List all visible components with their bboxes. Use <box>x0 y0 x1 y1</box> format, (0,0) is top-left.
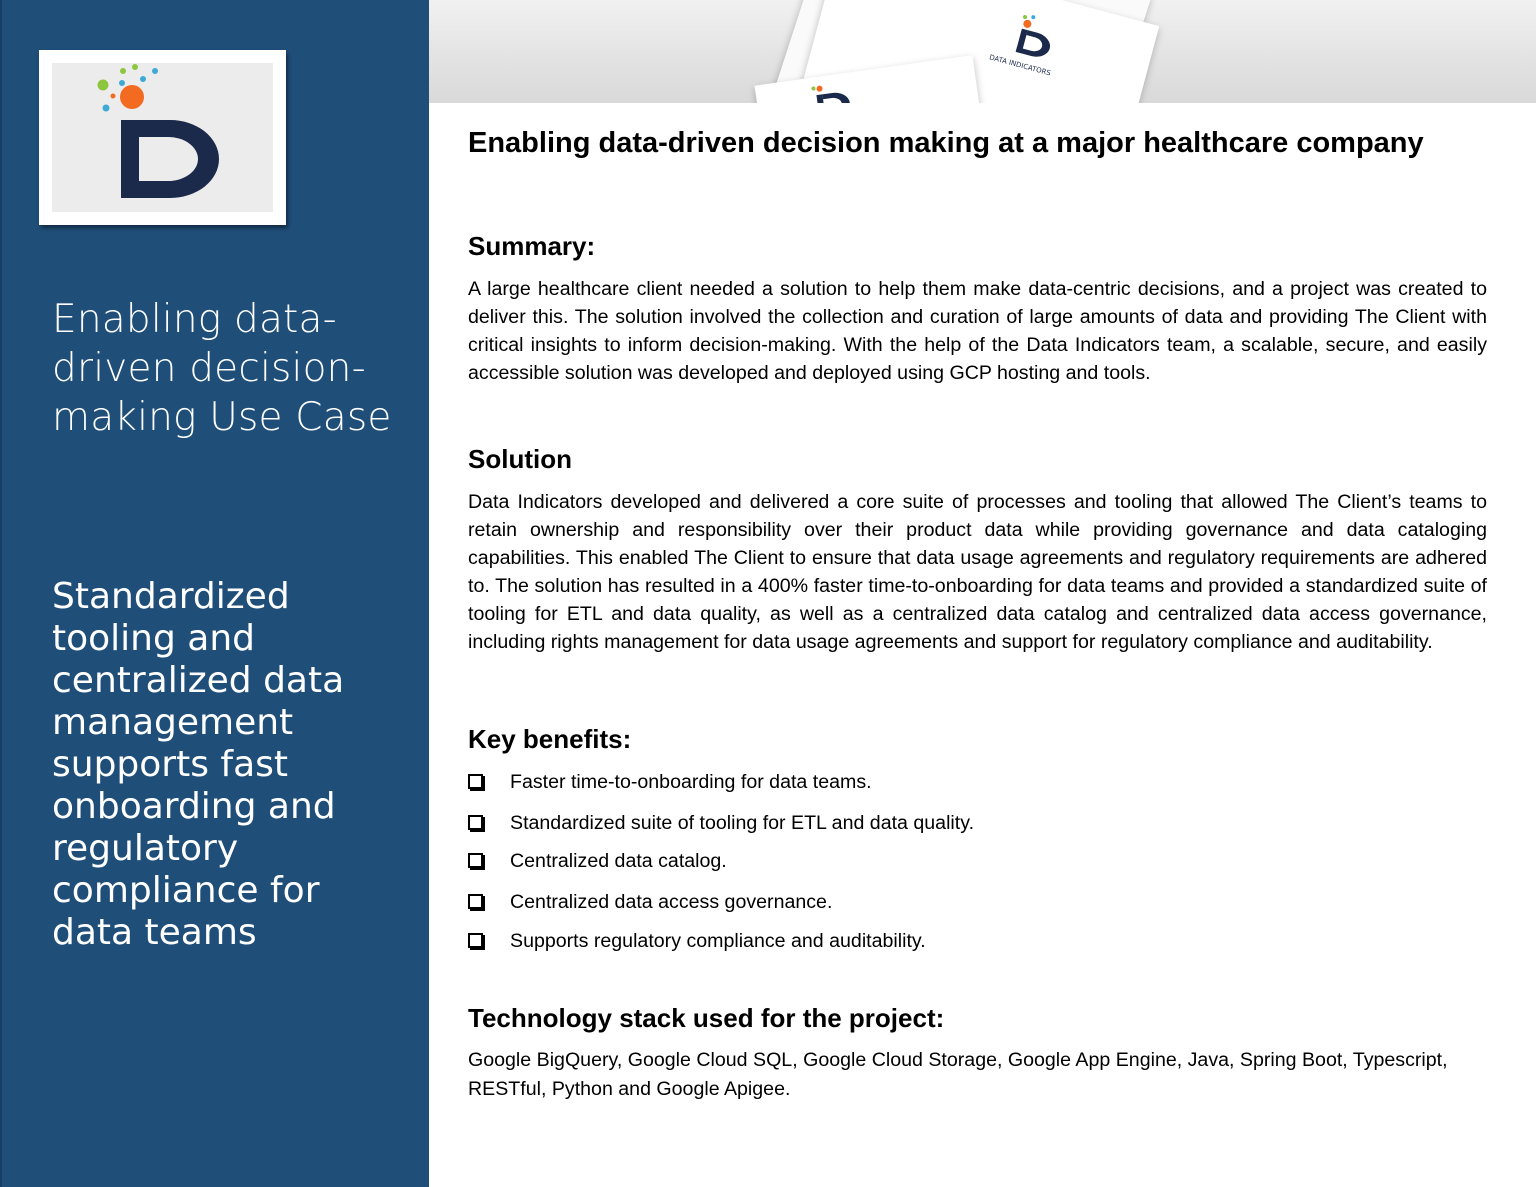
benefit-text: Standardized suite of tooling for ETL and data quality. <box>510 811 975 834</box>
benefits-heading: Key benefits: <box>468 724 632 754</box>
checkbox-icon <box>468 815 483 830</box>
benefit-text: Faster time-to-onboarding for data teams. <box>510 770 872 793</box>
logo-card <box>39 50 286 225</box>
sidebar-title: Enabling data-driven decision-making Use Case <box>52 297 392 440</box>
solution-heading: Solution <box>468 444 572 474</box>
benefit-item <box>468 809 974 837</box>
tech-paragraph: Google BigQuery, Google Cloud SQL, Google Cloud Storage, Google App Engine, Java, Spring Boot, Typescript, RESTful, Python and Google Apigee. <box>468 1049 1448 1100</box>
checkbox-icon <box>468 853 483 868</box>
benefit-item <box>468 847 727 875</box>
document-title: Enabling data-driven decision making at a major healthcare company <box>468 127 1424 159</box>
checkbox-icon <box>468 774 483 789</box>
summary-paragraph: A large healthcare client needed a solution to help them make data-centric decisions, and a project was created to deliver this. The solution involved the collection and curation of large amounts of data and providing The Client with critical insights to inform decision-making. With the help of the Data Indicators team, a scalable, secure, and easily accessible solution was developed and deployed using GCP hosting and tools. <box>468 278 1487 384</box>
card-logo-icon <box>960 0 1135 103</box>
logo-icon <box>52 63 273 212</box>
sidebar-subtitle: Standardized tooling and centralized data management supports fast onboarding and regulatory compliance for data teams <box>52 576 345 953</box>
card-logo-text: DATA INDICATORS <box>988 53 1052 78</box>
sidebar <box>0 0 429 1187</box>
checkbox-icon <box>468 933 483 948</box>
benefit-item <box>468 927 926 955</box>
benefit-text: Supports regulatory compliance and auditability. <box>510 929 926 952</box>
summary-heading: Summary: <box>468 231 596 261</box>
benefit-text: Centralized data catalog. <box>510 849 727 872</box>
benefit-item <box>468 888 832 916</box>
tech-heading: Technology stack used for the project: <box>468 1003 945 1033</box>
benefit-text: Centralized data access governance. <box>510 890 833 913</box>
benefit-item <box>468 768 872 796</box>
header-image <box>429 0 1536 103</box>
solution-paragraph: Data Indicators developed and delivered a core suite of processes and tooling that allowed The Client’s teams to retain ownership and responsibility over their product data while providing governance and data cataloging capabilities. This enabled The Client to ensure that data usage agreements and regulatory requirements are adhered to. The solution has resulted in a 400% faster time-to-onboarding for data teams and provided a standardized suite of tooling for ETL and data quality, as well as a centralized data catalog and centralized data access governance, including rights management for data usage agreements and support for regulatory compliance and auditability. <box>468 491 1487 653</box>
company-logo <box>52 63 273 212</box>
card-logo-icon-2 <box>805 76 870 103</box>
checkbox-icon <box>468 894 483 909</box>
